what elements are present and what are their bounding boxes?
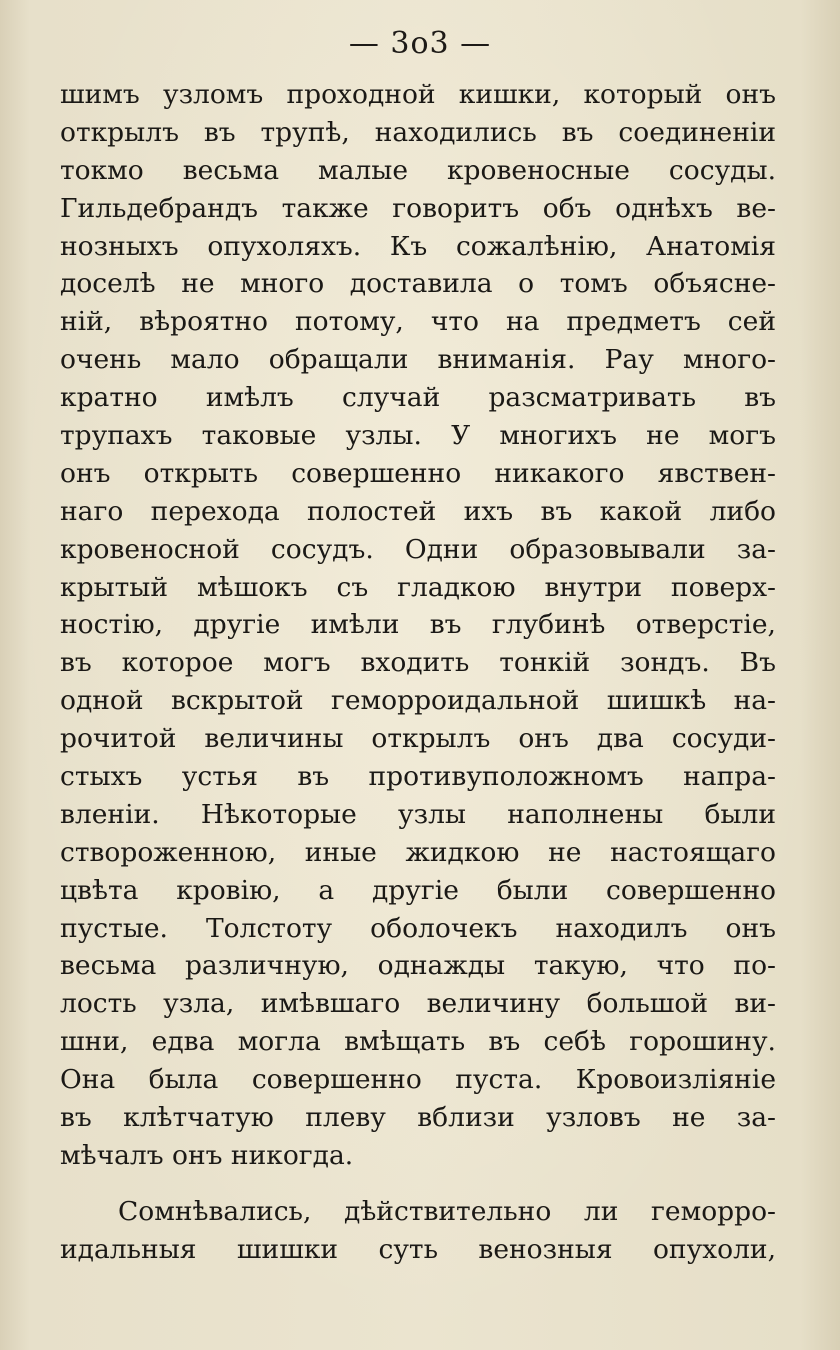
text-line: открылъ въ трупѣ, находились въ соединенiи: [60, 116, 776, 148]
text-line: трупахъ таковые узлы. У многихъ не могъ: [60, 420, 776, 452]
paragraph-1: [60, 76, 776, 1175]
text-line: пустые. Толстоту оболочекъ находилъ онъ: [60, 912, 776, 944]
text-line: стыхъ устья въ противуположномъ напра-: [60, 761, 776, 793]
text-line: очень мало обращали вниманiя. Рау много-: [60, 344, 776, 376]
text-line: мѣчалъ онъ никогда.: [60, 1139, 354, 1171]
text-line: крытый мѣшокъ съ гладкою внутри поверх-: [60, 571, 776, 603]
text-line: кровеносной сосудъ. Одни образовывали за-: [60, 533, 776, 565]
text-line: цвѣта кровiю, а другiе были совершенно: [60, 874, 776, 906]
text-line: Гильдебрандъ также говоритъ объ однѣхъ ве-: [60, 192, 776, 224]
page-number: — 3о3 —: [348, 26, 492, 61]
text-line: наго перехода полостей ихъ въ какой либо: [60, 495, 776, 527]
text-line: нозныхъ опухоляхъ. Къ сожалѣнiю, Анатомiя: [60, 230, 776, 262]
text-line: ностiю, другiе имѣли въ глубинѣ отверстiе,: [60, 609, 776, 641]
text-line: Сомнѣвались, дѣйствительно ли геморро-: [118, 1195, 776, 1227]
text-line: кратно имѣлъ случай разсматривать въ: [60, 382, 776, 414]
text-line: онъ открыть совершенно никакого явствен-: [60, 457, 776, 489]
text-line: рочитой величины открылъ онъ два сосуди-: [60, 723, 776, 755]
text-line: вленiи. Нѣкоторые узлы наполнены были: [60, 798, 776, 830]
text-line: Она была совершенно пуста. Кровоизлiянiе: [60, 1064, 776, 1096]
text-body: [60, 76, 776, 1269]
text-line: лость узла, имѣвшаго величину большой ви-: [60, 988, 776, 1020]
text-line: створоженною, иные жидкою не настоящаго: [60, 836, 776, 868]
text-line: нiй, вѣроятно потому, что на предметъ сей: [60, 306, 776, 338]
text-line: шимъ узломъ проходной кишки, который онъ: [60, 79, 776, 110]
text-line: шни, едва могла вмѣщать въ себѣ горошину.: [60, 1026, 776, 1058]
text-line: весьма различную, однажды такую, что по-: [60, 950, 776, 982]
paragraph-gap: [60, 1175, 776, 1193]
paragraph-2: [60, 1193, 776, 1269]
text-line: въ клѣтчатую плеву вблизи узловъ не за-: [60, 1102, 776, 1134]
text-line: идальныя шишки суть венозныя опухоли,: [60, 1233, 776, 1265]
text-line: въ которое могъ входить тонкiй зондъ. Въ: [60, 647, 776, 679]
text-line: одной вскрытой геморроидальной шишкѣ на-: [60, 685, 776, 717]
text-line: токмо весьма малые кровеносные сосуды.: [60, 154, 776, 186]
text-line: доселѣ не много доставила о томъ объясне-: [60, 268, 776, 300]
